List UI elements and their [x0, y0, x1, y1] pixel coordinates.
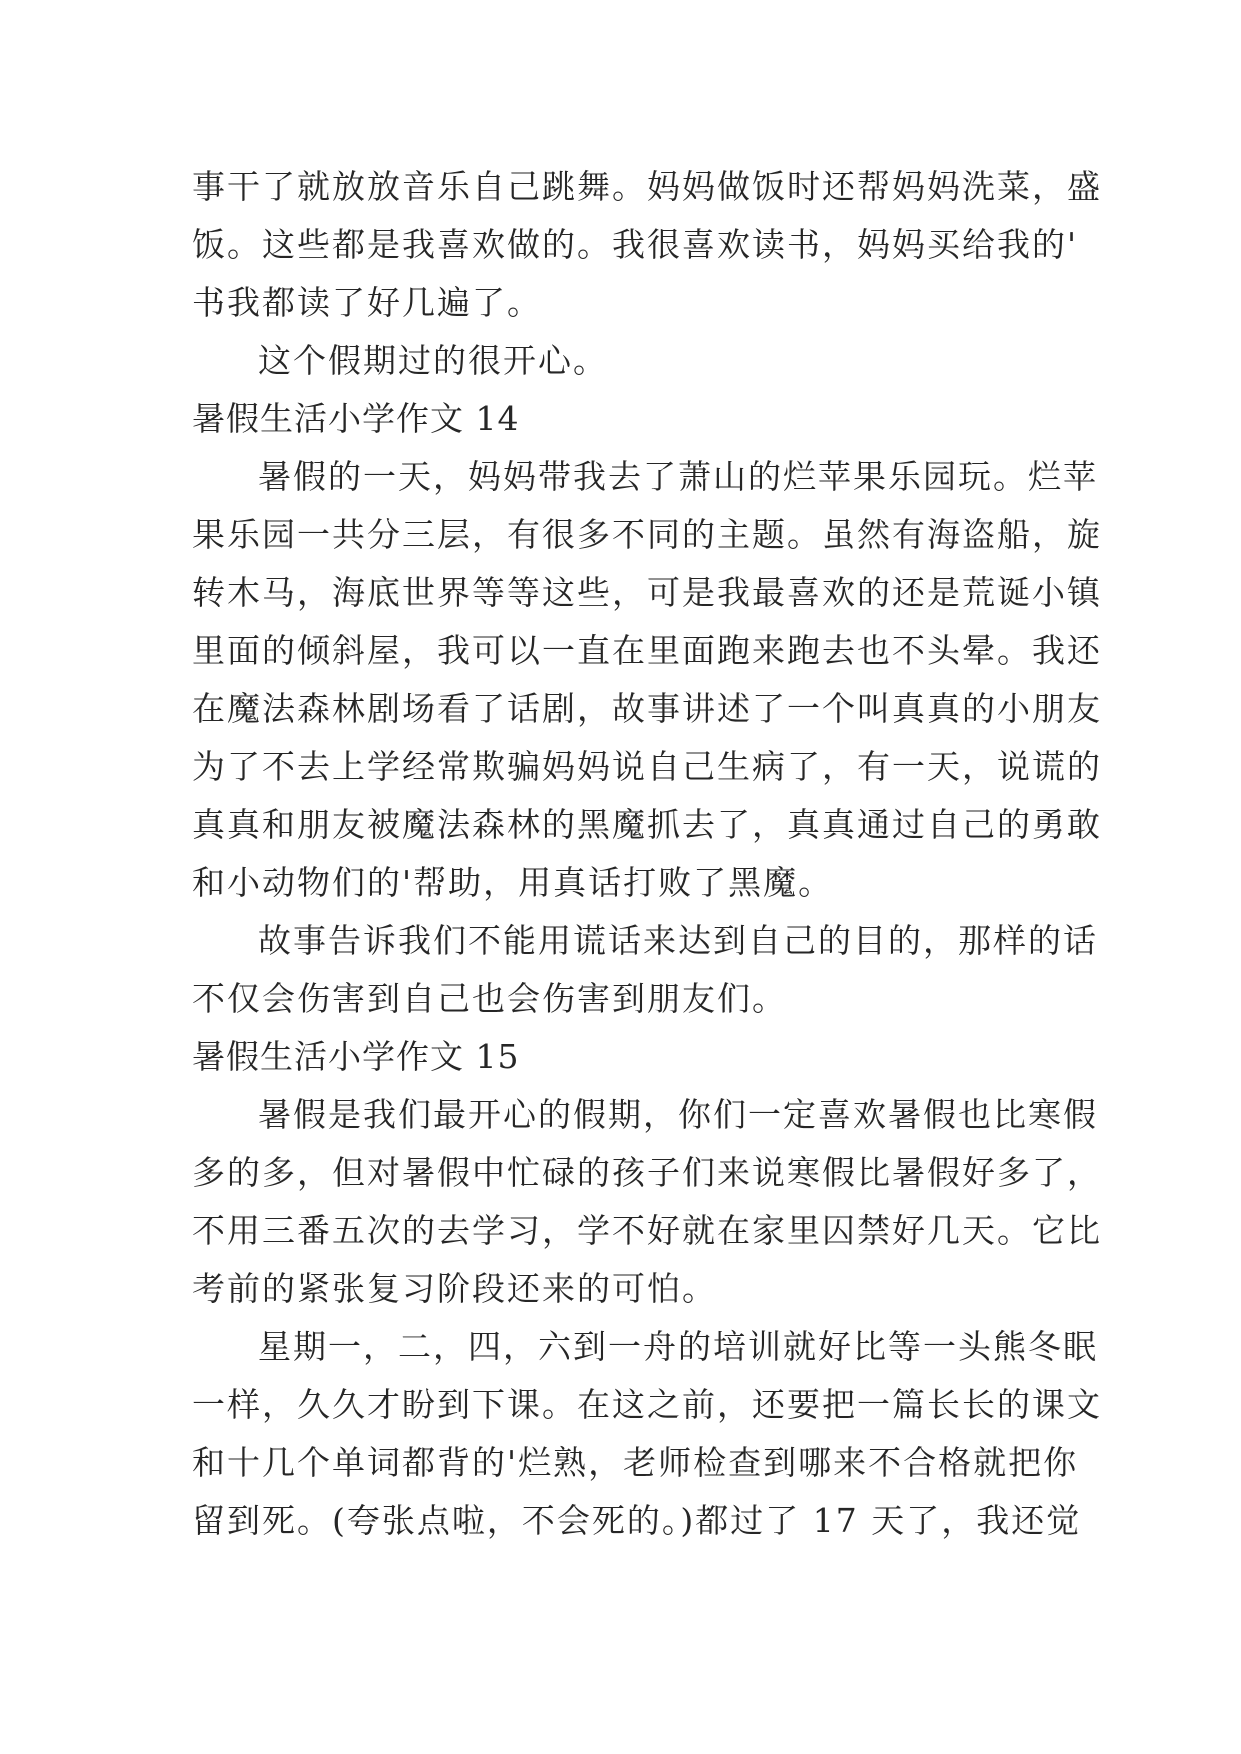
paragraph-line: 暑假是我们最开心的假期，你们一定喜欢暑假也比寒假	[258, 1095, 1098, 1134]
paragraph-line: 多的多，但对暑假中忙碌的孩子们来说寒假比暑假好多了，	[192, 1153, 1102, 1192]
heading-text: 暑假生活小学作文 14	[192, 399, 520, 438]
paragraph-line: 不用三番五次的去学习，学不好就在家里囚禁好几天。它比	[192, 1211, 1102, 1250]
document-body	[192, 158, 1102, 1550]
paragraph	[192, 912, 1098, 1028]
paragraph	[192, 332, 1052, 390]
paragraph	[192, 1318, 1102, 1550]
paragraph-line: 转木马，海底世界等等这些，可是我最喜欢的还是荒诞小镇	[192, 573, 1102, 612]
paragraph-line: 暑假的一天，妈妈带我去了萧山的烂苹果乐园玩。烂苹	[258, 457, 1098, 496]
paragraph-line: 考前的紧张复习阶段还来的可怕。	[192, 1269, 717, 1308]
paragraph-line: 这个假期过的很开心。	[258, 341, 608, 380]
section-heading	[192, 1028, 1052, 1086]
paragraph-line: 事干了就放放音乐自己跳舞。妈妈做饭时还帮妈妈洗菜，盛	[192, 167, 1102, 206]
paragraph-line: 饭。这些都是我喜欢做的。我很喜欢读书，妈妈买给我的'	[192, 225, 1079, 264]
paragraph-line: 果乐园一共分三层，有很多不同的主题。虽然有海盗船，旋	[192, 515, 1102, 554]
paragraph-line: 一样，久久才盼到下课。在这之前，还要把一篇长长的课文	[192, 1385, 1102, 1424]
paragraph-line: 故事告诉我们不能用谎话来达到自己的目的，那样的话	[258, 921, 1098, 960]
paragraph-line: 为了不去上学经常欺骗妈妈说自己生病了，有一天，说谎的	[192, 747, 1102, 786]
paragraph-line: 真真和朋友被魔法森林的黑魔抓去了，真真通过自己的勇敢	[192, 805, 1102, 844]
section-heading	[192, 390, 1052, 448]
paragraph-line: 里面的倾斜屋，我可以一直在里面跑来跑去也不头晕。我还	[192, 631, 1102, 670]
paragraph-line: 星期一，二，四，六到一舟的培训就好比等一头熊冬眠	[258, 1327, 1098, 1366]
paragraph	[192, 1086, 1102, 1318]
paragraph-line: 不仅会伤害到自己也会伤害到朋友们。	[192, 979, 787, 1018]
paragraph	[192, 448, 1102, 912]
paragraph-line: 书我都读了好几遍了。	[192, 283, 542, 322]
paragraph	[192, 158, 1102, 332]
heading-text: 暑假生活小学作文 15	[192, 1037, 520, 1076]
paragraph-line: 留到死。(夸张点啦，不会死的。)都过了 17 天了，我还觉	[192, 1501, 1082, 1540]
paragraph-line: 和十几个单词都背的'烂熟，老师检查到哪来不合格就把你	[192, 1443, 1079, 1482]
paragraph-line: 在魔法森林剧场看了话剧，故事讲述了一个叫真真的小朋友	[192, 689, 1102, 728]
paragraph-line: 和小动物们的'帮助，用真话打败了黑魔。	[192, 863, 834, 902]
